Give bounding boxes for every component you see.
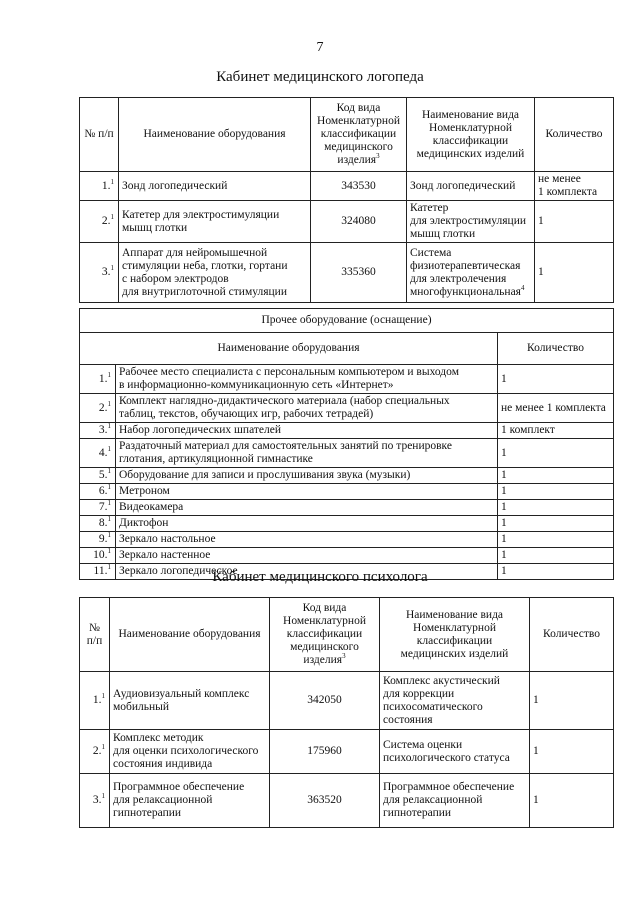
row-name: Рабочее место специалиста с персональным компьютером и выходом в информационно-коммуникационную сеть «Интернет» bbox=[116, 365, 498, 394]
table-row bbox=[80, 243, 614, 303]
header-name: Наименование оборудования bbox=[110, 598, 270, 672]
table-header-row bbox=[80, 333, 614, 365]
row-num: 3.$^1$ bbox=[80, 774, 110, 828]
row-code: 363520 bbox=[270, 774, 380, 828]
page-number: 7 bbox=[316, 40, 324, 55]
other-table-title: Прочее оборудование (оснащение) bbox=[80, 309, 614, 333]
row-qty: 1 bbox=[498, 500, 614, 516]
table-row bbox=[80, 774, 614, 828]
row-qty: 1 bbox=[498, 548, 614, 564]
row-name: Комплект наглядно-дидактического материала (набор специальных таблиц, текстов, обучающих игр, рабочих тетрадей) bbox=[116, 394, 498, 423]
row-name: Зеркало логопедическое bbox=[116, 564, 498, 580]
table-header-row bbox=[80, 98, 614, 172]
row-name: Набор логопедических шпателей bbox=[116, 423, 498, 439]
row-name: Программное обеспечение для релаксационной гипнотерапии bbox=[110, 774, 270, 828]
row-name: Аппарат для нейромышечной стимуляции неба, глотки, гортани с набором электродов для внутриглоточной стимуляции bbox=[119, 243, 311, 303]
row-qty: 1 bbox=[498, 516, 614, 532]
table-row bbox=[80, 201, 614, 243]
row-num: 3.$^1$ bbox=[80, 243, 119, 303]
header-code: Код вида Номенклатурной классификации медицинского изделия$^3$ bbox=[270, 598, 380, 672]
table-row bbox=[80, 548, 614, 564]
other-equipment-table bbox=[79, 308, 614, 580]
logoped-equipment-table bbox=[79, 97, 614, 303]
header-name: Наименование оборудования bbox=[119, 98, 311, 172]
table-row bbox=[80, 439, 614, 468]
header-name: Наименование оборудования bbox=[80, 333, 498, 365]
row-num: 2.$^1$ bbox=[80, 201, 119, 243]
header-num: № п/п bbox=[80, 598, 110, 672]
row-qty: не менее 1 комплекта bbox=[535, 172, 614, 201]
table-row bbox=[80, 500, 614, 516]
row-num: 5.$^1$ bbox=[80, 468, 116, 484]
section-title-psych: Кабинет медицинского психолога bbox=[212, 569, 428, 585]
row-qty: 1 bbox=[530, 672, 614, 730]
row-name: Комплекс методик для оценки психологического состояния индивида bbox=[110, 730, 270, 774]
row-name: Катетер для электростимуляции мышц глотки bbox=[119, 201, 311, 243]
row-kind: Комплекс акустический для коррекции психосоматического состояния bbox=[380, 672, 530, 730]
row-name: Зеркало настольное bbox=[116, 532, 498, 548]
table-row bbox=[80, 172, 614, 201]
row-name: Оборудование для записи и прослушивания звука (музыки) bbox=[116, 468, 498, 484]
row-num: 4.$^1$ bbox=[80, 439, 116, 468]
row-kind: Система оценки психологического статуса bbox=[380, 730, 530, 774]
row-num: 2.$^1$ bbox=[80, 730, 110, 774]
row-qty: 1 bbox=[498, 484, 614, 500]
row-num: 6.$^1$ bbox=[80, 484, 116, 500]
row-num: 1.$^1$ bbox=[80, 672, 110, 730]
table-row bbox=[80, 423, 614, 439]
header-qty: Количество bbox=[535, 98, 614, 172]
header-kind: Наименование вида Номенклатурной классификации медицинских изделий bbox=[407, 98, 535, 172]
header-kind: Наименование вида Номенклатурной классификации медицинских изделий bbox=[380, 598, 530, 672]
table-row bbox=[80, 730, 614, 774]
row-qty: 1 комплект bbox=[498, 423, 614, 439]
table-row bbox=[80, 484, 614, 500]
row-qty: 1 bbox=[535, 243, 614, 303]
row-qty: 1 bbox=[498, 564, 614, 580]
row-code: 342050 bbox=[270, 672, 380, 730]
row-qty: 1 bbox=[498, 468, 614, 484]
row-name: Диктофон bbox=[116, 516, 498, 532]
row-num: 9.$^1$ bbox=[80, 532, 116, 548]
row-qty: 1 bbox=[498, 532, 614, 548]
row-num: 10.$^1$ bbox=[80, 548, 116, 564]
row-kind: Зонд логопедический bbox=[407, 172, 535, 201]
row-num: 3.$^1$ bbox=[80, 423, 116, 439]
row-num: 11.$^1$ bbox=[80, 564, 116, 580]
row-qty: 1 bbox=[498, 439, 614, 468]
table-title-row bbox=[80, 309, 614, 333]
table-row bbox=[80, 672, 614, 730]
row-num: 2.$^1$ bbox=[80, 394, 116, 423]
row-qty: не менее 1 комплекта bbox=[498, 394, 614, 423]
row-kind: Катетер для электростимуляции мышц глотки bbox=[407, 201, 535, 243]
row-qty: 1 bbox=[535, 201, 614, 243]
row-code: 175960 bbox=[270, 730, 380, 774]
table-row bbox=[80, 468, 614, 484]
row-name: Видеокамера bbox=[116, 500, 498, 516]
row-num: 7.$^1$ bbox=[80, 500, 116, 516]
header-code: Код вида Номенклатурной классификации медицинского изделия$^3$ bbox=[311, 98, 407, 172]
header-qty: Количество bbox=[530, 598, 614, 672]
row-name: Зонд логопедический bbox=[119, 172, 311, 201]
row-qty: 1 bbox=[498, 365, 614, 394]
row-num: 1.$^1$ bbox=[80, 365, 116, 394]
row-name: Метроном bbox=[116, 484, 498, 500]
row-name: Раздаточный материал для самостоятельных занятий по тренировке глотания, артикуляционной гимнастике bbox=[116, 439, 498, 468]
row-num: 1.$^1$ bbox=[80, 172, 119, 201]
row-code: 343530 bbox=[311, 172, 407, 201]
row-qty: 1 bbox=[530, 730, 614, 774]
table-row bbox=[80, 394, 614, 423]
row-code: 335360 bbox=[311, 243, 407, 303]
row-kind: Программное обеспечение для релаксационной гипнотерапии bbox=[380, 774, 530, 828]
row-num: 8.$^1$ bbox=[80, 516, 116, 532]
table-header-row bbox=[80, 598, 614, 672]
section-title-logoped: Кабинет медицинского логопеда bbox=[216, 69, 424, 85]
psych-equipment-table bbox=[79, 597, 614, 828]
header-num: № п/п bbox=[80, 98, 119, 172]
header-qty: Количество bbox=[498, 333, 614, 365]
table-row bbox=[80, 516, 614, 532]
row-code: 324080 bbox=[311, 201, 407, 243]
table-row bbox=[80, 532, 614, 548]
row-qty: 1 bbox=[530, 774, 614, 828]
table-row bbox=[80, 365, 614, 394]
row-name: Аудиовизуальный комплекс мобильный bbox=[110, 672, 270, 730]
row-kind: Система физиотерапевтическая для электролечения многофункциональная$^4$ bbox=[407, 243, 535, 303]
row-name: Зеркало настенное bbox=[116, 548, 498, 564]
